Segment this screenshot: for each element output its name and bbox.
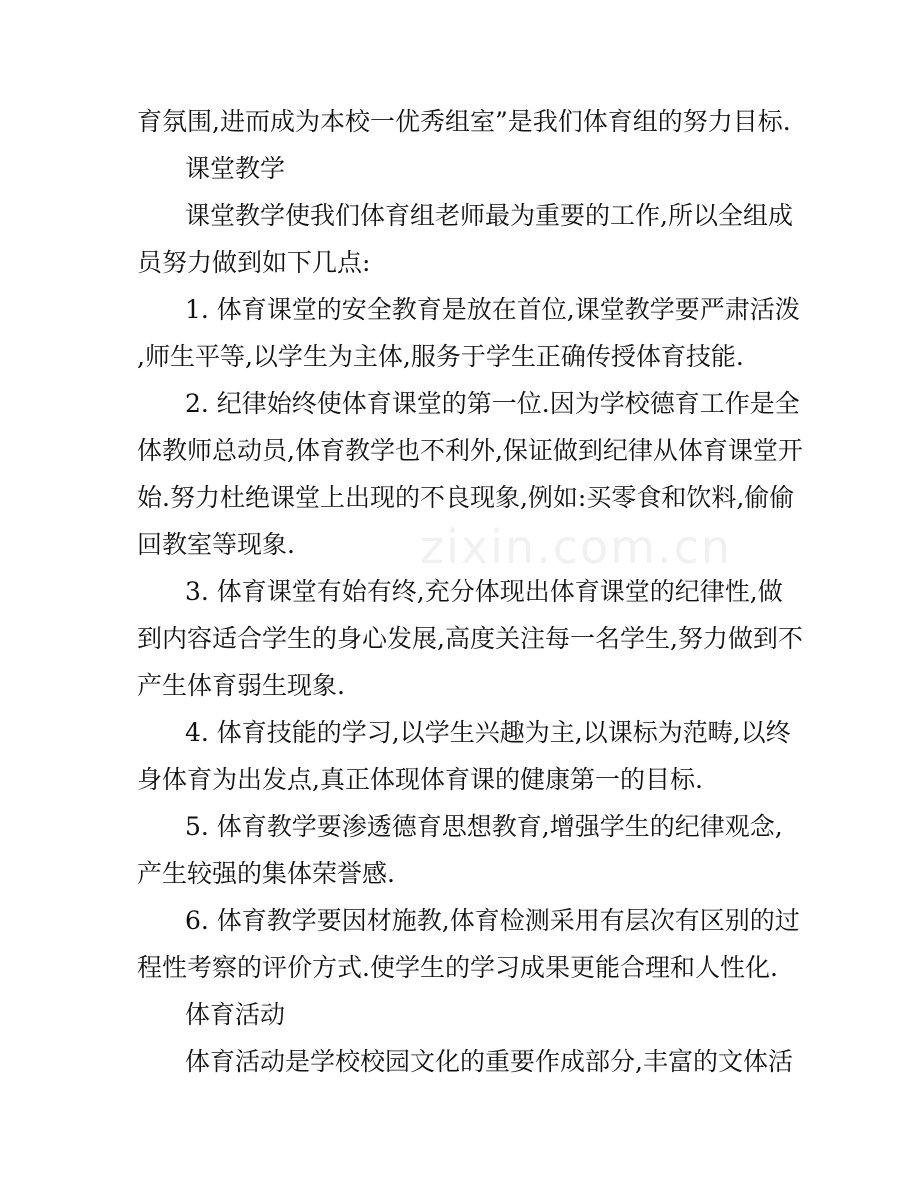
list-item-line: 6. 体育教学要因材施教,体育检测采用有层次有区别的过	[185, 906, 800, 935]
list-item-line: 1. 体育课堂的安全教育是放在首位,课堂教学要严肃活泼	[185, 295, 800, 324]
text-line: 体育活动是学校校园文化的重要作成部分,丰富的文体活	[185, 1047, 793, 1076]
section-heading: 体育活动	[185, 1000, 286, 1029]
text-line: 身体育为出发点,真正体现体育课的健康第一的目标.	[137, 765, 703, 794]
text-line: 育氛围,进而成为本校一优秀组室”是我们体育组的努力目标.	[137, 107, 791, 136]
text-line: 产生较强的集体荣誉感.	[137, 859, 395, 888]
text-line: 员努力做到如下几点:	[137, 248, 371, 277]
text-line: ,师生平等,以学生为主体,服务于学生正确传授体育技能.	[137, 342, 744, 371]
list-item-line: 4. 体育技能的学习,以学生兴趣为主,以课标为范畴,以终	[185, 718, 791, 747]
text-line: 到内容适合学生的身心发展,高度关注每一名学生,努力做到不	[137, 624, 803, 653]
list-item-line: 5. 体育教学要渗透德育思想教育,增强学生的纪律观念,	[185, 812, 783, 841]
document-body	[137, 98, 803, 1085]
text-line: 回教室等现象.	[137, 530, 295, 559]
text-line: 产生体育弱生现象.	[137, 671, 345, 700]
text-line: 始.努力杜绝课堂上出现的不良现象,例如:买零食和饮料,偷偷	[137, 483, 795, 512]
list-item-line: 3. 体育课堂有始有终,充分体现出体育课堂的纪律性,做	[185, 577, 783, 606]
watermark: zixin.com.cn	[420, 520, 733, 574]
text-line: 体教师总动员,体育教学也不利外,保证做到纪律从体育课堂开	[137, 436, 803, 465]
section-heading: 课堂教学	[185, 154, 286, 183]
text-line: 课堂教学使我们体育组老师最为重要的工作,所以全组成	[185, 201, 793, 230]
text-line: 程性考察的评价方式.使学生的学习成果更能合理和人性化.	[137, 953, 778, 982]
list-item-line: 2. 纪律始终使体育课堂的第一位.因为学校德育工作是全	[185, 389, 800, 418]
